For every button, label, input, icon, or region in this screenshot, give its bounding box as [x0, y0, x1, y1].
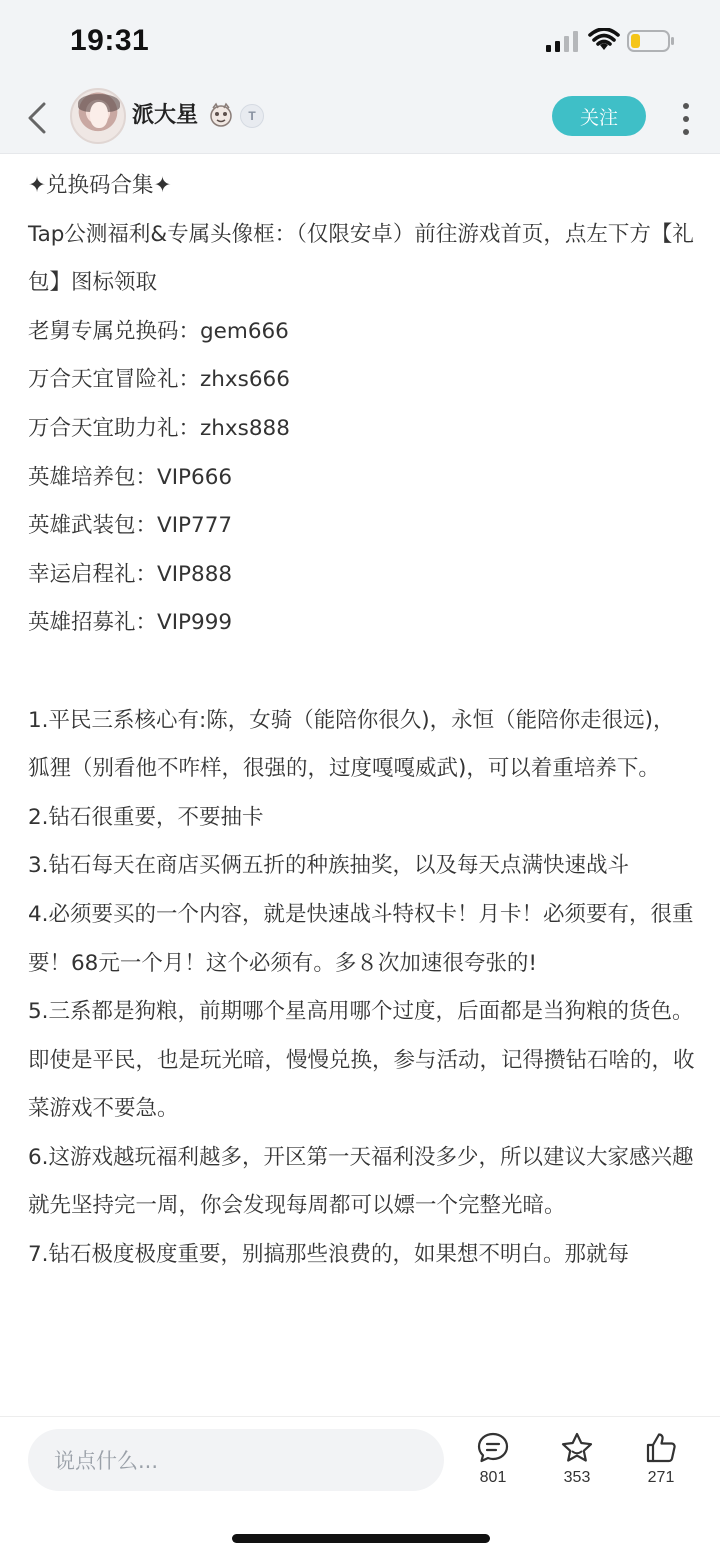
tip-item: 5.三系都是狗粮，前期哪个星高用哪个过度，后面都是当狗粮的货色。即使是平民，也是玩光暗，慢慢兑换，参与活动，记得攒钻石啥的，收菜游戏不要急。 — [28, 999, 695, 1122]
follow-button[interactable]: 关注 — [552, 96, 646, 136]
back-icon[interactable] — [24, 98, 52, 138]
signal-icon — [545, 30, 579, 52]
code-line: 万合天宜冒险礼：zhxs666 — [28, 367, 290, 393]
like-count: 271 — [647, 1469, 675, 1486]
comment-icon — [476, 1431, 510, 1465]
status-time: 19:31 — [70, 24, 150, 57]
code-line: 英雄培养包：VIP666 — [28, 464, 233, 490]
thumb-up-icon — [644, 1431, 678, 1465]
tip-item: 7.钻石极度极度重要，别搞那些浪费的，如果想不明白。那就每 — [28, 1242, 630, 1268]
favorite-button[interactable] — [542, 1429, 612, 1509]
tip-item: 2.钻石很重要，不要抽卡 — [28, 804, 264, 830]
code-line: 老舅专属兑换码：gem666 — [28, 318, 289, 344]
like-button[interactable] — [626, 1429, 696, 1509]
status-bar — [0, 0, 720, 84]
comment-input[interactable]: 说点什么... — [28, 1429, 444, 1491]
pet-badge-icon — [208, 102, 234, 128]
post-body — [28, 162, 696, 1280]
home-indicator — [232, 1534, 490, 1543]
code-line: 幸运启程礼：VIP888 — [28, 561, 233, 587]
wifi-icon — [588, 28, 620, 52]
code-line: 万合天宜助力礼：zhxs888 — [28, 415, 290, 441]
content-line: Tap公测福利&专属头像框：（仅限安卓）前往游戏首页，点左下方【礼包】图标领取 — [28, 221, 694, 296]
paragraph-gap — [28, 648, 696, 697]
codes-title: ✦兑换码合集✦ — [28, 173, 172, 198]
tip-item: 6.这游戏越玩福利越多，开区第一天福利没多少，所以建议大家感兴趣就先坚持完一周，你会发现每周都可以嫖一个完整光暗。 — [28, 1144, 694, 1219]
avatar-face — [90, 102, 108, 128]
tip-item: 4.必须要买的一个内容，就是快速战斗特权卡！月卡！必须要有，很重要！68元一个月！这个必须有。多８次加速很夸张的! — [28, 901, 694, 976]
code-line: 英雄武装包：VIP777 — [28, 513, 233, 539]
battery-icon — [627, 29, 675, 53]
tip-item: 3.钻石每天在商店买俩五折的种族抽奖，以及每天点满快速战斗 — [28, 853, 630, 879]
username[interactable]: 派大星 — [132, 103, 199, 128]
star-icon — [559, 1431, 595, 1465]
comment-count: 801 — [479, 1469, 507, 1486]
code-line: 英雄招募礼：VIP999 — [28, 610, 233, 636]
post-header — [0, 84, 720, 154]
avatar[interactable] — [70, 88, 126, 144]
comment-button[interactable] — [458, 1429, 528, 1509]
favorite-count: 353 — [563, 1469, 591, 1486]
tip-item: 1.平民三系核心有:陈，女骑（能陪你很久)，永恒（能陪你走很远)，狐狸（别看他不咋样，很强的，过度嘎嘎威武)，可以着重培养下。 — [28, 707, 675, 782]
more-icon[interactable] — [676, 100, 696, 134]
level-badge-icon: T — [240, 104, 264, 128]
